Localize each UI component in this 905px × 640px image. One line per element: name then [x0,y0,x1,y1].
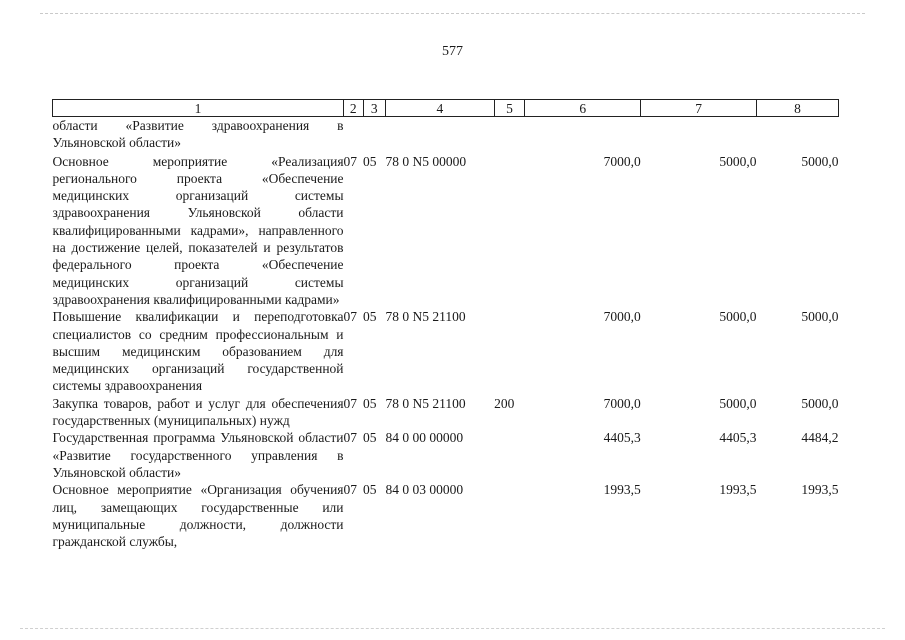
column-header-1: 1 [53,100,344,117]
row-subsection: 05 [363,430,377,446]
scan-edge-bottom [20,628,885,629]
column-header-3: 3 [363,100,386,117]
row-value-col7: 5000,0 [719,309,757,325]
row-value-col6: 4405,3 [603,430,641,446]
row-value-col8: 1993,5 [801,482,839,498]
row-expense-type [494,429,525,481]
column-header-4: 4 [386,100,495,117]
row-expense-type [494,308,525,394]
column-header-7: 7 [641,100,757,117]
row-name: Основное мероприятие «Реализация регионального проекта «Обеспечение медицинских организаций системы здравоохранения Ульяновской области квалифицированными кадрами», направленного на достижение целей, показателей и результатов федерального проекта «Обеспечение медицинских организаций системы здравоохранения квалифицированными кадрами» [52,153,344,307]
row-value-col7: 5000,0 [719,395,757,411]
row-target-code: 78 0 N5 00000 [385,153,467,169]
column-header-5: 5 [494,100,525,117]
row-target-code: 84 0 00 00000 [385,430,464,446]
row-subsection: 05 [363,309,377,325]
row-target-code: 84 0 03 00000 [385,482,464,498]
table-row [53,429,839,481]
column-header-8: 8 [756,100,838,117]
row-value-col6: 7000,0 [603,395,641,411]
row-section [344,117,363,152]
row-expense-type [494,152,525,309]
table-row [53,481,839,550]
row-subsection: 05 [363,153,377,169]
row-target-code: 78 0 N5 21100 [385,309,466,325]
table-row [53,308,839,394]
page-number: 577 [442,44,463,59]
row-subsection [363,117,386,152]
row-name: Повышение квалификации и переподготовка специалистов со средним профессиональным и высшим медицинским образованием для медицинских организаций государственной системы здравоохранения [52,309,344,394]
table-row [53,152,839,309]
budget-table [52,99,839,550]
row-value-col8: 5000,0 [801,395,839,411]
row-section: 07 [343,395,358,411]
row-subsection: 05 [363,395,377,411]
row-value-col7 [641,117,757,152]
row-value-col7: 1993,5 [719,482,757,498]
row-value-col6: 1993,5 [603,482,641,498]
row-name: Основное мероприятие «Организация обучения лиц, замещающих государственные или муниципальные должности, должности гражданской службы, [52,482,344,550]
row-value-col6: 7000,0 [603,309,641,325]
row-section: 07 [343,309,358,325]
row-target-code [386,117,495,152]
row-expense-type: 200 [494,395,515,411]
header-row [53,100,839,117]
row-value-col7: 4405,3 [719,430,757,446]
row-value-col8: 5000,0 [801,309,839,325]
row-section: 07 [343,482,358,498]
row-value-col8 [756,117,838,152]
column-header-6: 6 [525,100,641,117]
row-value-col6: 7000,0 [603,153,641,169]
row-section: 07 [343,153,358,169]
row-expense-type [494,117,525,152]
row-section: 07 [343,430,358,446]
row-expense-type [494,481,525,550]
scan-edge-top [40,13,865,14]
row-value-col8: 4484,2 [801,430,839,446]
row-target-code: 78 0 N5 21100 [385,395,466,411]
row-name: области «Развитие здравоохранения в Ульяновской области» [52,118,344,151]
row-value-col6 [525,117,641,152]
row-subsection: 05 [363,482,377,498]
row-value-col7: 5000,0 [719,153,757,169]
table-row [53,117,839,152]
column-header-2: 2 [344,100,363,117]
row-name: Государственная программа Ульяновской области «Развитие государственного управления в Ульяновской области» [52,430,344,480]
row-name: Закупка товаров, работ и услуг для обеспечения государственных (муниципальных) нужд [52,395,344,429]
table-row [53,395,839,430]
row-value-col8: 5000,0 [801,153,839,169]
